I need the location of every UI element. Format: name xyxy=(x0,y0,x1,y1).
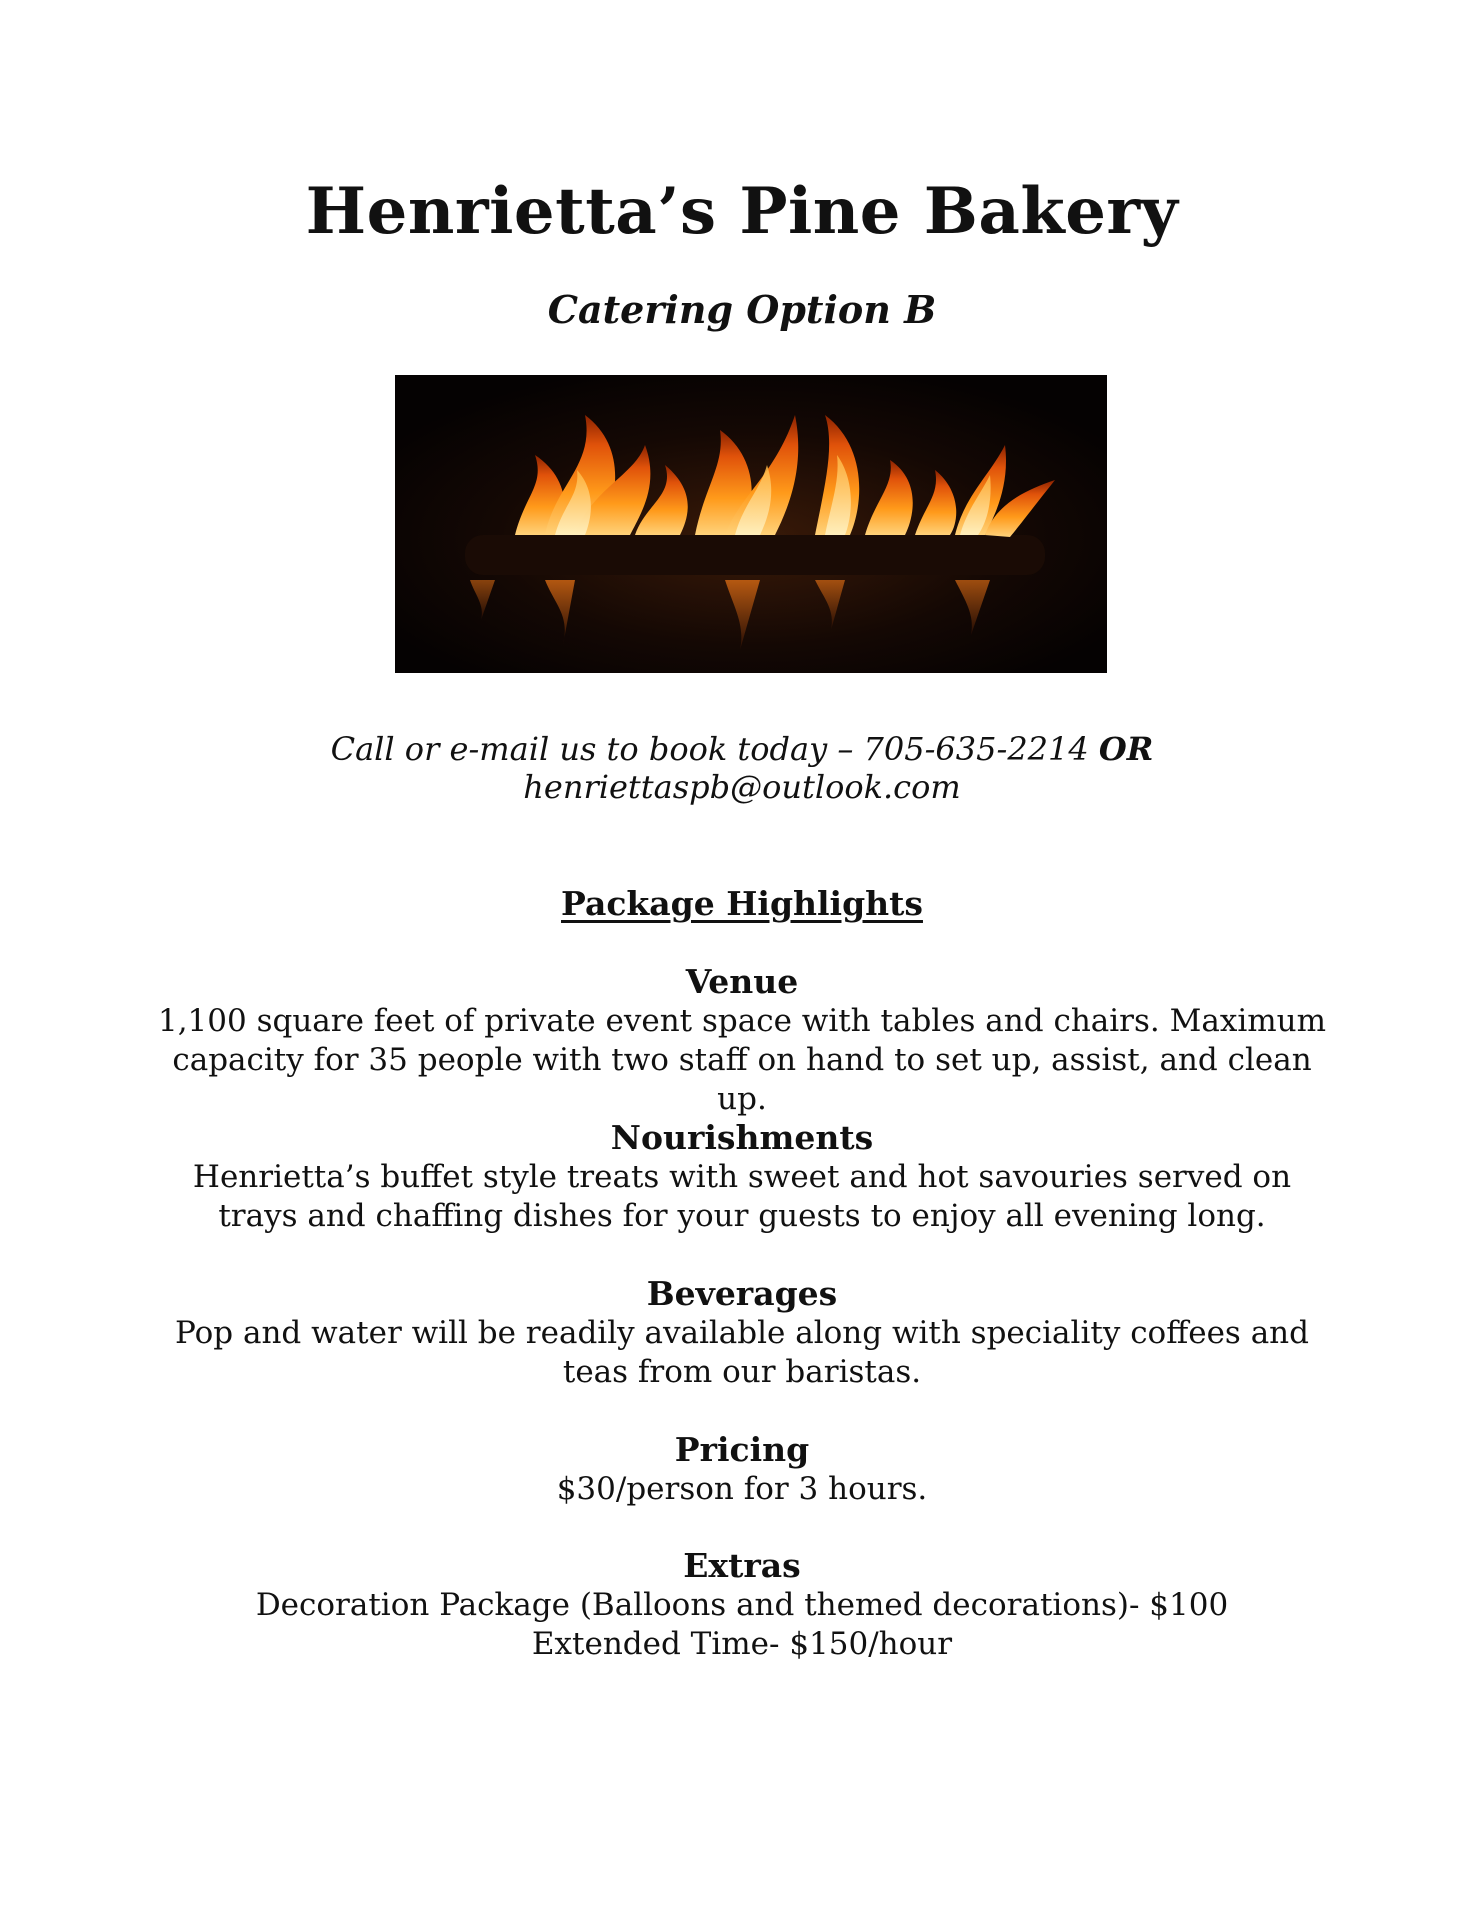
nourishments-section xyxy=(150,1118,1334,1236)
nourishments-text: Henrietta’s buffet style treats with sweet and hot savouries served on trays and chaffing dishes for your guests to enjoy all evening long. xyxy=(192,1159,1292,1234)
page-title: Henrietta’s Pine Bakery xyxy=(305,174,1179,249)
pricing-heading: Pricing xyxy=(674,1430,810,1469)
extras-item: Extended Time- $150/hour xyxy=(531,1626,953,1662)
contact-line xyxy=(0,730,1484,768)
extras-section xyxy=(150,1546,1334,1664)
extras-heading: Extras xyxy=(683,1546,801,1585)
page-subtitle: Catering Option B xyxy=(547,287,937,332)
venue-heading: Venue xyxy=(685,962,799,1001)
package-highlights-heading: Package Highlights xyxy=(561,884,923,923)
beverages-section xyxy=(150,1274,1334,1392)
beverages-text: Pop and water will be readily available along with speciality coffees and teas from our baristas. xyxy=(175,1315,1309,1390)
contact-phone-text: Call or e-mail us to book today – 705-635-2214 xyxy=(330,730,1089,768)
extras-item: Decoration Package (Balloons and themed decorations)- $100 xyxy=(255,1587,1229,1623)
venue-text: 1,100 square feet of private event space with tables and chairs. Maximum capacity for 35 people with two staff on hand to set up, assist, and clean up. xyxy=(157,1003,1326,1117)
pricing-section xyxy=(150,1430,1334,1509)
nourishments-heading: Nourishments xyxy=(610,1118,874,1157)
venue-section xyxy=(150,962,1334,1119)
beverages-heading: Beverages xyxy=(646,1274,838,1313)
contact-info xyxy=(0,730,1484,806)
contact-or-label: OR xyxy=(1098,730,1154,768)
pricing-text: $30/person for 3 hours. xyxy=(556,1471,928,1507)
fireplace-flames-image xyxy=(395,375,1107,673)
contact-email[interactable]: henriettaspb@outlook.com xyxy=(523,768,961,806)
